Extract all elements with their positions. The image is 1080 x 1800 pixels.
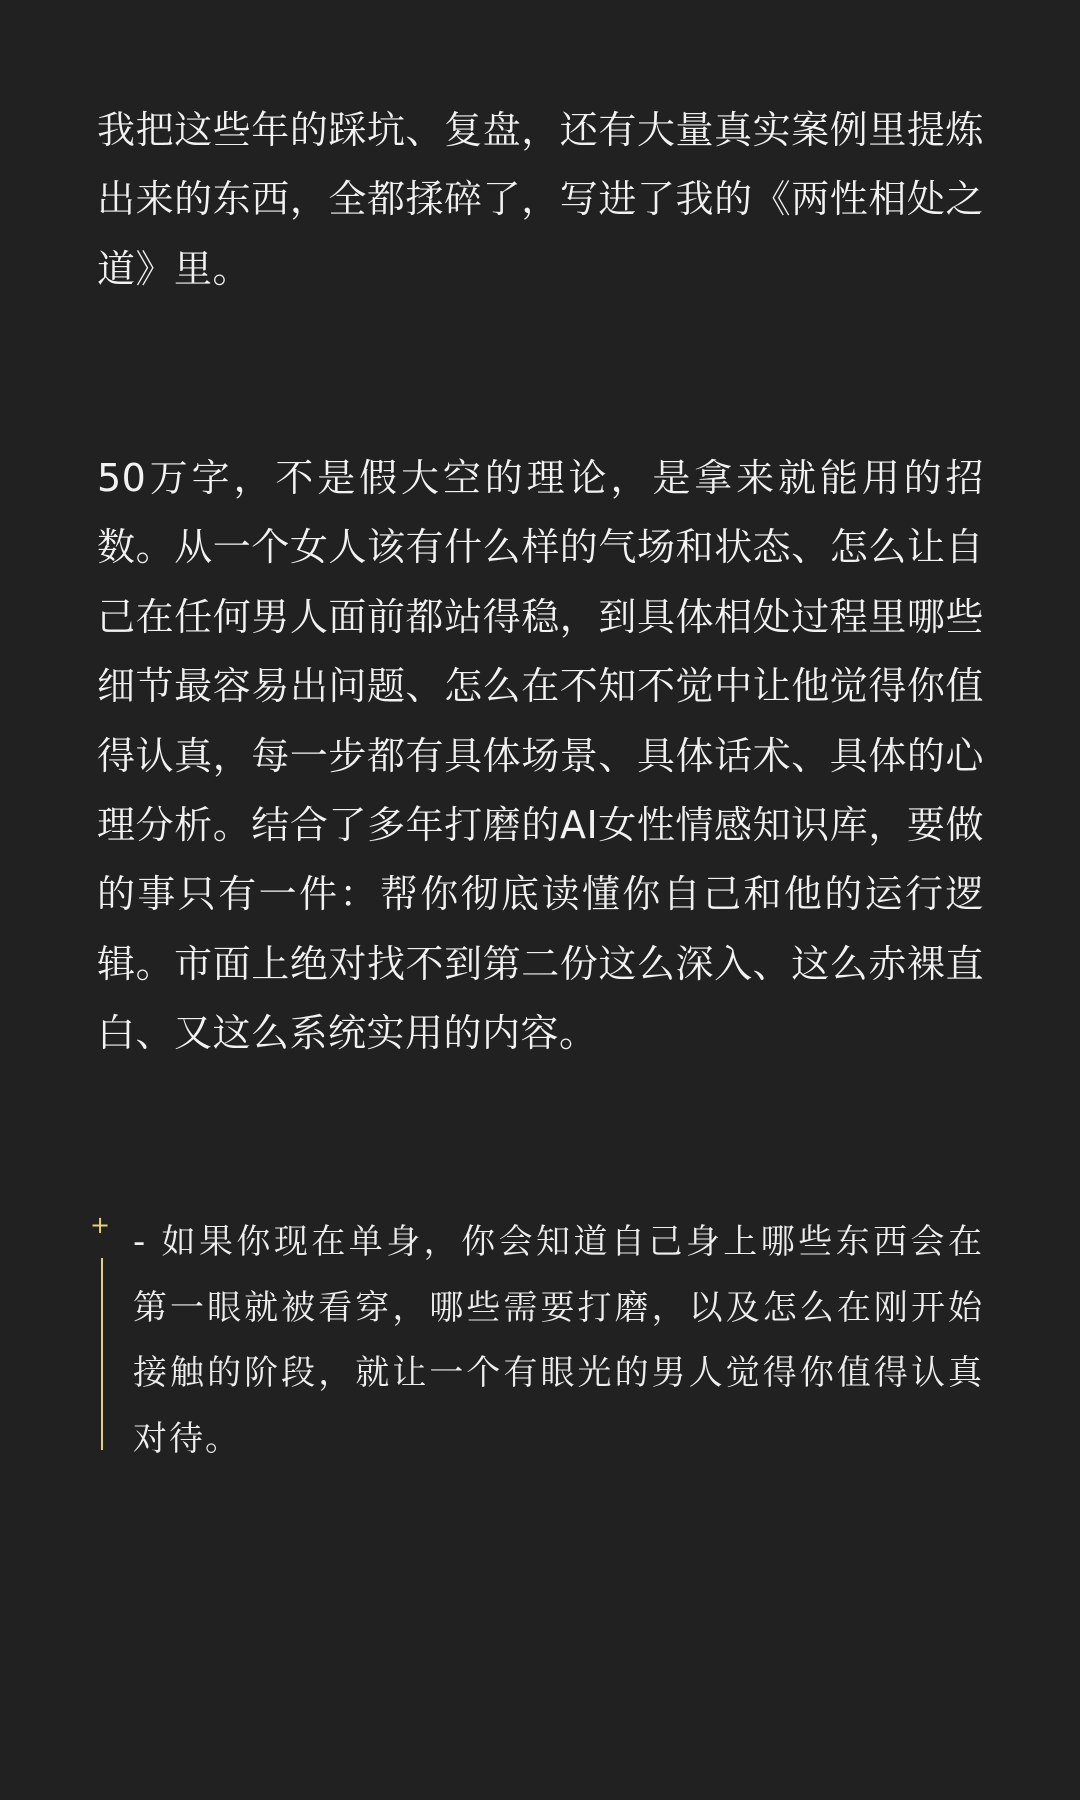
paragraph-description: 50万字，不是假大空的理论，是拿来就能用的招数。从一个女人该有什么样的气场和状态、怎么让自己在任何男人面前都站得稳，到具体相处过程里哪些细节最容易出问题、怎么在不知不觉中让他觉得你值得认真，每一步都有具体场景、具体话术、具体的心理分析。结合了多年打磨的AI女性情感知识库，要做的事只有一件：帮你彻底读懂你自己和他的运行逻辑。市面上绝对找不到第二份这么深入、这么赤裸直白、又这么系统实用的内容。 <box>97 456 984 1056</box>
paragraph-intro: 我把这些年的踩坑、复盘，还有大量真实案例里提炼出来的东西，全都揉碎了，写进了我的《两性相处之道》里。 <box>97 108 984 291</box>
quote-block <box>90 1210 984 1480</box>
quote-accent-bar <box>101 1258 103 1450</box>
plus-icon: + <box>90 1211 111 1239</box>
quote-text: - 如果你现在单身，你会知道自己身上哪些东西会在第一眼就被看穿，哪些需要打磨，以及怎么在刚开始接触的阶段，就让一个有眼光的男人觉得你值得认真对待。 <box>133 1222 984 1459</box>
